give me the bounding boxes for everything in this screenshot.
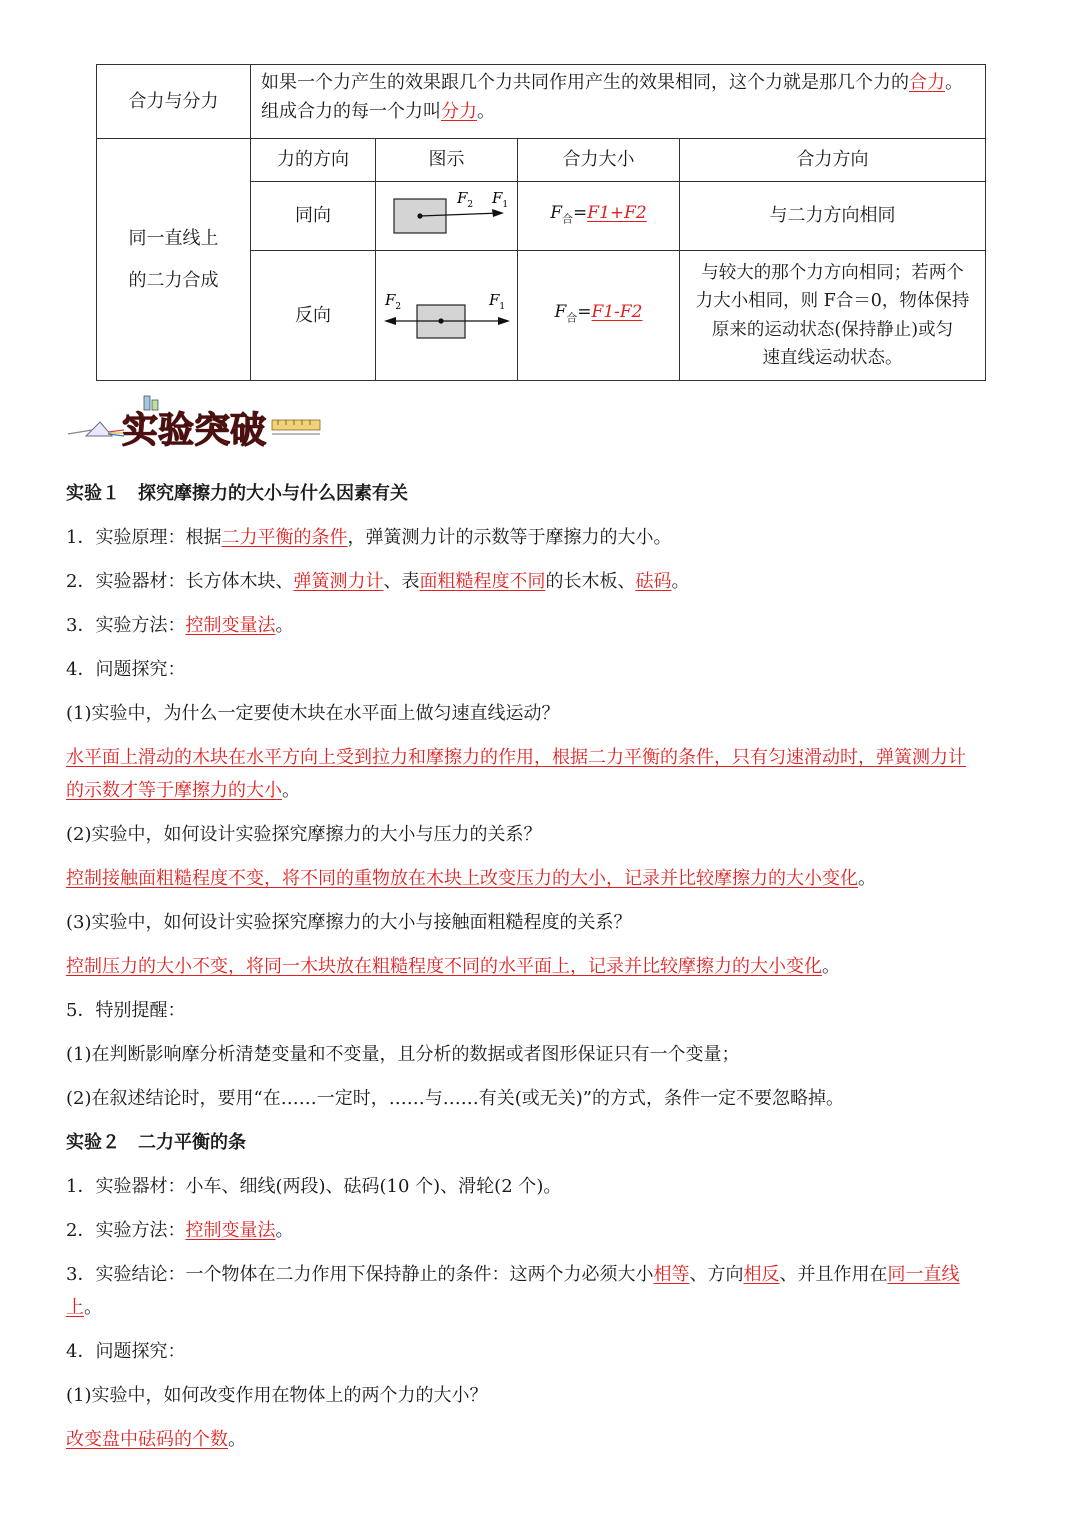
exp1-reminder-heading: 5．特别提醒： <box>66 1000 186 1021</box>
exp1-answer-3-end: 。 <box>822 956 840 977</box>
test-tube-icon <box>152 400 158 410</box>
exp1-equipment-text: 2．实验器材：长方体木块、 <box>66 571 294 592</box>
force-arrowhead <box>492 209 504 217</box>
exp1-answer-1-end: 。 <box>282 780 300 801</box>
same-direction-cell <box>251 182 376 251</box>
header-diagram <box>376 139 518 182</box>
exp1-question-1: (1)实验中，为什么一定要使木块在水平面上做匀速直线运动？ <box>66 703 560 724</box>
header-magnitude-label: 合力大小 <box>562 149 635 170</box>
f1-label: $F_1$ <box>491 189 508 210</box>
exp1-principle-answer: 二力平衡的条件 <box>221 527 348 548</box>
exp2-answer-1-end: 。 <box>228 1429 246 1450</box>
exp1-method-text: 3．实验方法： <box>66 615 186 636</box>
banner-graphic <box>64 392 324 454</box>
opposite-direction-cell <box>251 251 376 380</box>
exp2-inquiry-heading: 4．问题探究： <box>66 1341 186 1362</box>
exp2-question-1: (1)实验中，如何改变作用在物体上的两个力的大小？ <box>66 1385 488 1406</box>
f2-label: $F_2$ <box>456 189 473 210</box>
exp2-conclusion-end: 。 <box>84 1297 102 1318</box>
row2-label-line1: 同一直线上 <box>128 227 219 249</box>
exp2-conclusion-answer-2: 相反 <box>743 1264 780 1285</box>
opposite-direction-diagram-cell <box>376 251 518 380</box>
formula-sub: 合 <box>562 212 574 226</box>
header-direction <box>251 139 376 182</box>
exp1-method <box>66 609 1026 643</box>
header-resultant-direction-label: 合力方向 <box>796 149 869 170</box>
formula-sub: 合 <box>566 311 578 325</box>
exp1-equipment-text-2: 、表 <box>383 571 420 592</box>
exp2-equipment: 1．实验器材：小车、细线(两段)、砝码(10 个)、滑轮(2 个)。 <box>66 1176 562 1197</box>
def-answer-hel: 合力 <box>909 72 945 93</box>
formula-f: F <box>550 202 563 223</box>
exp1-principle-text-end: ，弹簧测力计的示数等于摩擦力的大小。 <box>347 527 672 548</box>
f1-label: $F_1$ <box>488 290 505 312</box>
exp1-equipment <box>66 565 1026 599</box>
row1-label: 合力与分力 <box>128 90 219 112</box>
def-answer-fenli: 分力 <box>441 101 477 122</box>
header-diagram-label: 图示 <box>428 149 465 170</box>
exp1-answer-2 <box>66 862 1026 896</box>
banner-title: 实验突破 <box>122 410 267 451</box>
exp2-method <box>66 1214 1026 1248</box>
same-direction-diagram <box>382 186 512 246</box>
opposite-result-line3: 原来的运动状态(保持静止)或匀 <box>711 319 954 340</box>
force-arrowhead-right <box>498 317 510 325</box>
row1-definition <box>261 67 975 126</box>
exp2-method-answer: 控制变量法 <box>185 1220 276 1241</box>
test-tube-icon <box>144 396 150 410</box>
exp1-answer-1-line1: 水平面上滑动的木块在水平方向上受到拉力和摩擦力的作用，根据二力平衡的条件，只有匀速滑动时，弹簧测力计 <box>66 747 966 768</box>
row1-definition-cell <box>251 65 985 139</box>
exp1-answer-3-text: 控制压力的大小不变，将同一木块放在粗糙程度不同的水平面上，记录并比较摩擦力的大小变化 <box>66 956 822 977</box>
force-composition-table <box>96 64 986 381</box>
row2-label-cell <box>97 139 251 380</box>
exp1-equipment-text-3: 的长木板、 <box>545 571 636 592</box>
exp2-title: 实验２ 二力平衡的条 <box>66 1132 246 1153</box>
def-text-c: 。组成合力的每一个力叫 <box>261 72 963 122</box>
opposite-direction-diagram <box>379 285 515 347</box>
opposite-result-line4: 速直线运动状态。 <box>762 348 903 368</box>
exp1-principle <box>66 521 1026 555</box>
exp1-answer-2-end: 。 <box>858 868 876 889</box>
exp2-method-text: 2．实验方法： <box>66 1220 186 1241</box>
same-direction-result: 与二力方向相同 <box>769 205 896 226</box>
opposite-direction-formula <box>554 298 642 332</box>
opposite-direction-result-cell <box>680 251 985 380</box>
exp1-question-3: (3)实验中，如何设计实验探究摩擦力的大小与接触面粗糙程度的关系？ <box>66 912 632 933</box>
header-magnitude <box>518 139 680 182</box>
exp1-answer-2-text: 控制接触面粗糙程度不变，将不同的重物放在木块上改变压力的大小，记录并比较摩擦力的大小变化 <box>66 868 858 889</box>
exp2-answer-1 <box>66 1423 1026 1457</box>
exp2-answer-1-text: 改变盘中砝码的个数 <box>66 1429 228 1450</box>
exp1-equipment-answer-3: 砝码 <box>635 571 672 592</box>
exp2-conclusion-answer-1: 相等 <box>653 1264 690 1285</box>
same-direction-diagram-cell <box>376 182 518 251</box>
opposite-direction-formula-cell <box>518 251 680 380</box>
same-direction-formula-cell <box>518 182 680 251</box>
exp1-reminder-1: (1)在判断影响摩分析清楚变量和不变量，且分析的数据或者图形保证只有一个变量； <box>66 1044 740 1065</box>
same-direction-result-cell <box>680 182 985 251</box>
row2-label-line2: 的二力合成 <box>128 269 219 291</box>
exp1-answer-3 <box>66 950 1026 984</box>
exp2-conclusion-text-2: 、方向 <box>689 1264 744 1285</box>
header-resultant-direction <box>680 139 985 182</box>
exp1-answer-1-cont <box>66 774 1026 808</box>
formula-eq: = <box>577 302 592 323</box>
formula-answer-diff: F1-F2 <box>591 302 643 323</box>
opposite-direction-label: 反向 <box>295 304 331 326</box>
exp1-question-2: (2)实验中，如何设计实验探究摩擦力的大小与压力的关系？ <box>66 824 542 845</box>
row1-label-cell <box>97 65 251 139</box>
exp1-method-end: 。 <box>275 615 294 636</box>
exp1-answer-1-line2: 的示数才等于摩擦力的大小 <box>66 780 282 801</box>
experiment-breakthrough-banner <box>64 392 324 454</box>
exp1-method-answer: 控制变量法 <box>185 615 276 636</box>
exp2-conclusion-text: 3．实验结论：一个物体在二力作用下保持静止的条件：这两个力必须大小 <box>66 1264 654 1285</box>
def-text-a: 如果一个力产生的效果跟几个力共同作用产生的效果相同，这个力就是那几个力的 <box>261 72 909 93</box>
same-direction-formula <box>550 199 647 233</box>
exp2-conclusion-answer-3: 同一直线 <box>887 1264 960 1285</box>
exp1-equipment-answer-1: 弹簧测力计 <box>293 571 384 592</box>
exp1-reminder-2: (2)在叙述结论时，要用“在……一定时，……与……有关(或无关)”的方式，条件一定不要忽略掉。 <box>66 1088 844 1109</box>
same-direction-label: 同向 <box>295 205 331 226</box>
exp1-equipment-answer-2: 面粗糙程度不同 <box>419 571 546 592</box>
exp2-method-end: 。 <box>275 1220 294 1241</box>
opposite-result-line2: 力大小相同，则 F合＝0，物体保持 <box>695 291 970 311</box>
formula-eq: = <box>573 202 588 223</box>
formula-answer-sum: F1+F2 <box>587 202 647 223</box>
opposite-result-line1: 与较大的那个力方向相同；若两个 <box>701 262 964 283</box>
f2-label: $F_2$ <box>384 290 401 312</box>
exp2-conclusion-answer-3-cont: 上 <box>66 1297 84 1318</box>
exp1-principle-text: 1．实验原理：根据 <box>66 527 222 548</box>
force-arrowhead-left <box>384 317 396 325</box>
def-text-e: 。 <box>477 101 495 122</box>
exp2-conclusion-text-3: 、并且作用在 <box>779 1264 888 1285</box>
exp1-title: 实验１ 探究摩擦力的大小与什么因素有关 <box>66 483 408 504</box>
exp1-answer-1 <box>66 741 1026 775</box>
ruler-icon <box>272 420 320 430</box>
exp1-inquiry-heading: 4．问题探究： <box>66 659 186 680</box>
exp1-equipment-text-end: 。 <box>671 571 690 592</box>
formula-f: F <box>554 302 567 323</box>
exp2-conclusion-cont <box>66 1291 1026 1325</box>
exp2-conclusion <box>66 1258 1026 1292</box>
header-direction-label: 力的方向 <box>277 149 349 170</box>
